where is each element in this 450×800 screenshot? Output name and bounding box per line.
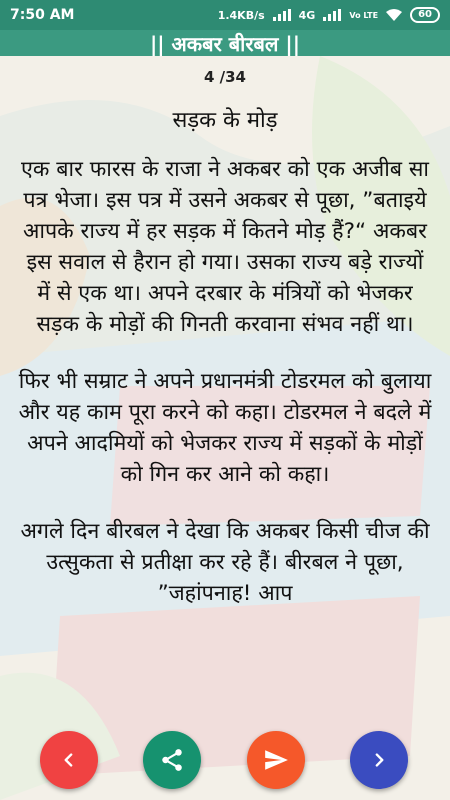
previous-page-button[interactable] <box>40 731 98 789</box>
status-icons <box>218 7 440 23</box>
page-counter: 4 /34 <box>203 68 246 86</box>
story-paragraph: अगले दिन बीरबल ने देखा कि अकबर किसी चीज की उत्सुकता से प्रतीक्षा कर रहे हैं। बीरबल ने पूछा, ”जहांपनाह! आप <box>20 519 430 606</box>
next-page-button[interactable] <box>350 731 408 789</box>
chevron-left-icon <box>56 747 82 773</box>
share-icon <box>159 747 185 773</box>
story-paragraph: एक बार फारस के राजा ने अकबर को एक अजीब सा पत्र भेजा। इस पत्र में उसने अकबर से पूछा, ”बताइये आपके राज्य में हर सड़क में कितने मोड़ हैं?“ अकबर इस सवाल से हैरान हो गया। उसका राज्य बड़े राज्यों में से एक था। अपने दरबार के मंत्रियों को भेजकर सड़क के मोड़ों की गिनती करवाना संभव नहीं था। <box>20 157 429 337</box>
chevron-right-icon <box>366 747 392 773</box>
app-title: || अकबर बीरबल || <box>149 31 301 56</box>
status-time: 7:50 AM <box>10 7 75 23</box>
story-reader[interactable] <box>0 56 450 800</box>
story-paragraph: फिर भी सम्राट ने अपने प्रधानमंत्री टोडरमल को बुलाया और यह काम पूरा करने को कहा। टोडरमल ने बदले में अपने आदमियों को भेजकर राज्य में सड़कों के मोड़ों को गिन कर आने को कहा। <box>18 369 432 487</box>
send-button[interactable] <box>247 731 305 789</box>
story-body <box>0 154 450 609</box>
app-title-bar <box>0 30 450 56</box>
network-speed: 1.4KB/s <box>217 8 265 22</box>
status-bar <box>0 0 450 30</box>
signal-icon-2 <box>323 9 341 21</box>
network-type: 4G <box>298 8 316 22</box>
share-button[interactable] <box>143 731 201 789</box>
send-icon <box>263 747 289 773</box>
battery-icon: 60 <box>410 7 440 23</box>
volte-label: Vo LTE <box>349 10 379 20</box>
signal-icon <box>273 9 291 21</box>
story-title: सड़क के मोड़ <box>172 108 278 133</box>
wifi-icon <box>386 9 402 21</box>
